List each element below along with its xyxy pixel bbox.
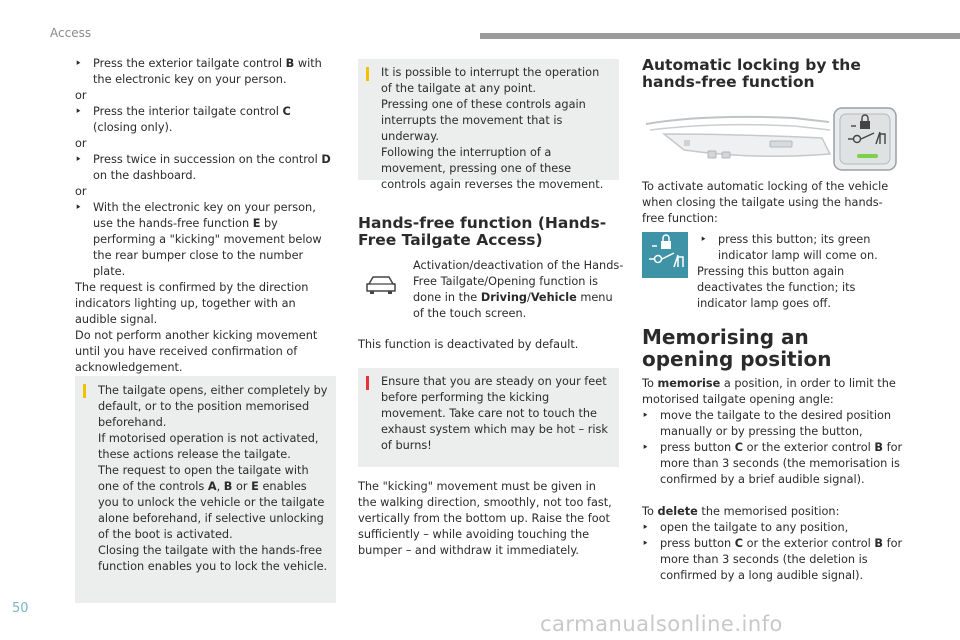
auto-lock-intro: To activate automatic locking of the vehicle when closing the tailgate using the hands-free function:	[642, 180, 889, 225]
arrow-bullet-icon: ‣	[642, 441, 649, 454]
tailgate-open-methods	[75, 56, 337, 280]
paragraph: or	[75, 137, 87, 150]
arrow-bullet-icon: ‣	[75, 201, 82, 214]
arrow-bullet-icon: ‣	[642, 409, 649, 422]
info-box-interrupt	[358, 59, 619, 191]
paragraph: or	[75, 185, 87, 198]
paragraph: or	[75, 89, 87, 102]
list-item: ‣ press button C or the exterior control B for more than 3 seconds (the memorisation is confirmed by a brief audible signal).	[642, 441, 903, 486]
page-number: 50	[12, 601, 29, 616]
car-icon	[364, 272, 398, 296]
kicking-text: The "kicking" movement must be given in the walking direction, smoothly, not too fast, vertically from the bottom up. Raise the foot sufficiently – while avoiding touching the bumper – and withdraw it immediately.	[358, 480, 612, 557]
arrow-bullet-icon: ‣	[75, 57, 82, 70]
list-item: ‣ move the tailgate to the desired position manually or by pressing the button,	[642, 409, 892, 438]
warning-text: Ensure that you are steady on your feet before performing the kicking movement. Take care not to touch the exhaust system which may be hot – risk of burns!	[381, 375, 608, 452]
pressing-again-text: Pressing this button again deactivates the function; its indicator lamp goes off.	[697, 265, 856, 310]
paragraph: To memorise a position, in order to limit the motorised tailgate opening angle:	[642, 377, 896, 406]
info-marker	[366, 67, 369, 81]
no-repeat-text: Do not perform another kicking movement until you have received confirmation of acknowledgement.	[75, 329, 318, 374]
arrow-bullet-icon: ‣	[642, 537, 649, 550]
press-button-bullet	[700, 232, 900, 264]
paragraph: If motorised operation is not activated, these actions release the tailgate.	[98, 432, 319, 461]
heading-hands-free: Hands-free function (Hands-Free Tailgate Access)	[358, 214, 607, 249]
arrow-bullet-icon: ‣	[75, 153, 82, 166]
paragraph: It is possible to interrupt the operation of the tailgate at any point.	[381, 66, 600, 95]
list-item: ‣ open the tailgate to any position,	[642, 521, 849, 534]
bullet-text: press this button; its green indicator lamp will come on.	[718, 233, 878, 262]
arrow-bullet-icon: ‣	[75, 105, 82, 118]
column-1	[75, 56, 337, 376]
paragraph: Closing the tailgate with the hands-free function enables you to lock the vehicle.	[98, 544, 328, 573]
info-text	[381, 65, 613, 193]
info-text	[98, 383, 330, 575]
list-item: ‣ Press the interior tailgate control C (closing only).	[75, 105, 291, 134]
list-item: ‣ press button C or the exterior control B for more than 3 seconds (the deletion is confirmed by a long audible signal).	[642, 537, 903, 582]
list-item: ‣ Press the exterior tailgate control B with the electronic key on your person.	[75, 57, 322, 86]
memorise-section	[642, 376, 904, 488]
paragraph: Pressing one of these controls again interrupts the movement that is underway.	[381, 98, 586, 143]
info-marker	[83, 384, 86, 398]
activation-text: Activation/deactivation of the Hands-Free Tailgate/Opening function is done in the Driving/Vehicle menu of the touch screen.	[413, 259, 624, 320]
info-box-tailgate	[75, 376, 336, 603]
tailgate-lock-icon	[642, 232, 688, 278]
default-text: This function is deactivated by default.	[358, 338, 579, 351]
paragraph: To delete the memorised position:	[642, 505, 840, 518]
list-item: ‣ With the electronic key on your person, use the hands-free function E by performing a "kicking" movement below the rear bumper close to the number plate.	[75, 201, 322, 278]
warning-marker	[366, 376, 369, 390]
tailgate-button-illustration	[644, 104, 900, 174]
paragraph: The request to open the tailgate with one of the controls A, B or E enables you to unlock the vehicle or the tailgate alone beforehand, if selective unlocking of the boot is activated.	[98, 464, 325, 541]
heading-auto-locking: Automatic locking by the hands-free function	[642, 56, 861, 91]
header-bar	[480, 33, 960, 39]
warning-box	[358, 368, 619, 467]
watermark: carmanualsonline.info	[540, 612, 783, 636]
arrow-bullet-icon: ‣	[700, 233, 707, 246]
confirmation-text: The request is confirmed by the direction indicators lighting up, together with an audible signal.	[75, 281, 309, 326]
paragraph: Following the interruption of a movement, pressing one of these controls again reverses the movement.	[381, 146, 604, 191]
delete-section	[642, 504, 904, 584]
arrow-bullet-icon: ‣	[642, 521, 649, 534]
section-title: Access	[50, 26, 92, 40]
heading-memorising: Memorising an opening position	[642, 325, 832, 371]
list-item: ‣ Press twice in succession on the control D on the dashboard.	[75, 153, 331, 182]
paragraph: The tailgate opens, either completely by default, or to the position memorised beforehand.	[98, 384, 328, 429]
